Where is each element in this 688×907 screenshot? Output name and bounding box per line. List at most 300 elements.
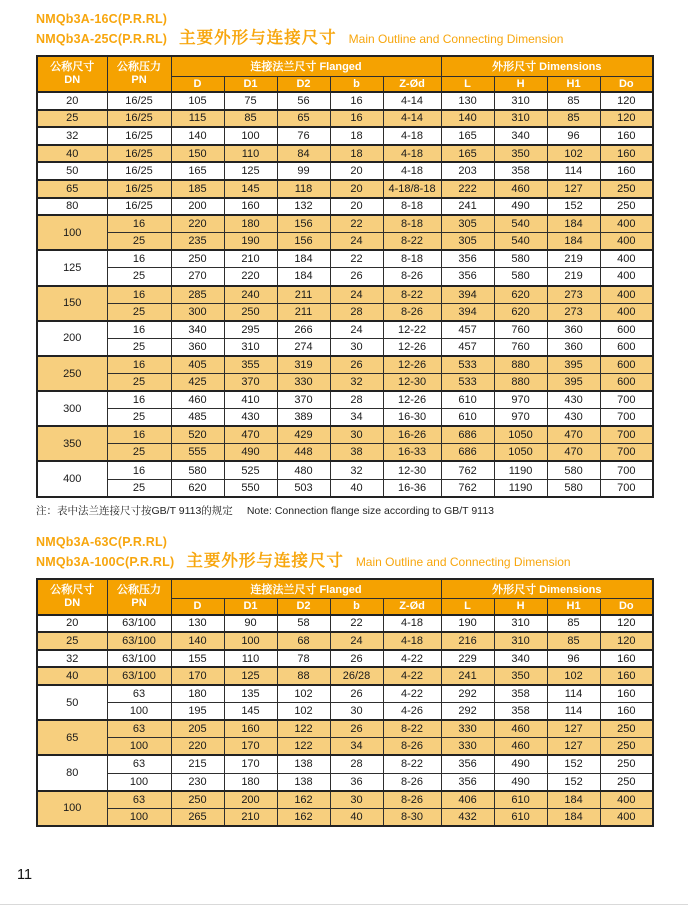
table-cell: 63/100 — [107, 632, 171, 650]
table-cell: 356 — [441, 250, 494, 268]
table-cell: 32 — [330, 374, 383, 392]
table-cell: 30 — [330, 791, 383, 809]
table-cell: 540 — [494, 233, 547, 251]
table-cell: 356 — [441, 773, 494, 791]
table-cell: 394 — [441, 286, 494, 304]
table-cell: 96 — [547, 127, 600, 145]
table-cell: 400 — [600, 808, 653, 826]
table-cell: 580 — [494, 250, 547, 268]
table-cell: 165 — [171, 162, 224, 180]
table-row-dn-350 — [37, 426, 653, 444]
table-cell: 120 — [600, 632, 653, 650]
header-dn — [37, 56, 107, 92]
table-cell: 114 — [547, 703, 600, 721]
table-cell: 114 — [547, 162, 600, 180]
table-cell: 122 — [277, 720, 330, 738]
table-cell: 190 — [441, 615, 494, 633]
table-cell: 220 — [171, 738, 224, 756]
table-cell: 25 — [107, 444, 171, 462]
table-cell: 8-30 — [383, 808, 441, 826]
table-cell: 184 — [547, 808, 600, 826]
model-name-line2: NMQb3A-25C(P.R.RL) — [36, 32, 168, 46]
table-cell: 30 — [330, 338, 383, 356]
table-cell: 160 — [600, 667, 653, 685]
table-cell: 760 — [494, 321, 547, 339]
table-cell: 230 — [171, 773, 224, 791]
table-cell: 533 — [441, 356, 494, 374]
table-cell: 156 — [277, 233, 330, 251]
table-header — [37, 579, 653, 615]
table-cell: 16 — [107, 391, 171, 409]
table-cell: 8-26 — [383, 791, 441, 809]
table-cell: 16/25 — [107, 110, 171, 128]
table-cell: 12-26 — [383, 391, 441, 409]
table-cell: 85 — [547, 615, 600, 633]
header-flanged-group: 连接法兰尺寸 Flanged — [171, 56, 441, 76]
table-cell: 4-18 — [383, 145, 441, 163]
table-cell: 1050 — [494, 444, 547, 462]
header-pn — [107, 579, 171, 615]
table-cell: 8-26 — [383, 303, 441, 321]
table-cell: 170 — [171, 667, 224, 685]
table-cell: 20 — [330, 198, 383, 216]
table-cell: 305 — [441, 215, 494, 233]
table-cell: 28 — [330, 303, 383, 321]
model-name-line2: NMQb3A-100C(P.R.RL) — [36, 554, 175, 569]
table-cell: 20 — [330, 162, 383, 180]
table-cell: 480 — [277, 461, 330, 479]
table-cell: 125 — [224, 162, 277, 180]
header-dn-en: DN — [64, 74, 81, 86]
table-cell: 580 — [171, 461, 224, 479]
table-row-dn-350 — [37, 444, 653, 462]
dn-cell: 65 — [37, 720, 107, 755]
dn-cell: 65 — [37, 180, 107, 198]
table-cell: 8-22 — [383, 233, 441, 251]
table-cell: 16 — [107, 426, 171, 444]
dn-cell: 100 — [37, 791, 107, 826]
dn-cell: 25 — [37, 632, 107, 650]
table-cell: 140 — [441, 110, 494, 128]
table-cell: 195 — [171, 703, 224, 721]
table-cell: 184 — [547, 215, 600, 233]
table-cell: 122 — [277, 738, 330, 756]
header-col-b: b — [330, 76, 383, 92]
table-cell: 211 — [277, 286, 330, 304]
table-cell: 274 — [277, 338, 330, 356]
table-cell: 12-30 — [383, 374, 441, 392]
section-title-row — [36, 550, 652, 573]
table-cell: 36 — [330, 773, 383, 791]
table-cell: 16-26 — [383, 426, 441, 444]
table-cell: 1190 — [494, 461, 547, 479]
dn-cell: 32 — [37, 127, 107, 145]
table-cell: 25 — [107, 479, 171, 497]
table-cell: 200 — [224, 791, 277, 809]
table-cell: 90 — [224, 615, 277, 633]
table-cell: 330 — [441, 738, 494, 756]
table-cell: 358 — [494, 685, 547, 703]
table-cell: 170 — [224, 738, 277, 756]
table-cell: 185 — [171, 180, 224, 198]
header-col-l: L — [441, 76, 494, 92]
table-cell: 222 — [441, 180, 494, 198]
table-row-dn-65 — [37, 720, 653, 738]
table-cell: 16 — [107, 321, 171, 339]
table-cell: 120 — [600, 615, 653, 633]
table-row-dn-250 — [37, 374, 653, 392]
table-cell: 485 — [171, 409, 224, 427]
table-cell: 88 — [277, 667, 330, 685]
table-cell: 356 — [441, 268, 494, 286]
table-cell: 127 — [547, 738, 600, 756]
table-cell: 16/25 — [107, 127, 171, 145]
table-row-dn-400 — [37, 461, 653, 479]
section-nmqb3a-16-25 — [36, 11, 652, 518]
table-cell: 160 — [600, 127, 653, 145]
table-cell: 330 — [277, 374, 330, 392]
table-cell: 285 — [171, 286, 224, 304]
table-row-dn-250 — [37, 356, 653, 374]
table-cell: 305 — [441, 233, 494, 251]
table-cell: 490 — [224, 444, 277, 462]
header-dn-cn: 公称尺寸 — [50, 583, 95, 596]
table-cell: 8-22 — [383, 286, 441, 304]
table-cell: 140 — [171, 632, 224, 650]
table-cell: 205 — [171, 720, 224, 738]
table-cell: 20 — [330, 180, 383, 198]
table-cell: 132 — [277, 198, 330, 216]
dimension-table-1 — [36, 55, 654, 498]
table-cell: 250 — [171, 250, 224, 268]
table-cell: 114 — [547, 685, 600, 703]
table-cell: 100 — [107, 773, 171, 791]
table-cell: 355 — [224, 356, 277, 374]
table-cell: 85 — [224, 110, 277, 128]
table-cell: 8-26 — [383, 738, 441, 756]
table-cell: 410 — [224, 391, 277, 409]
header-col-d: D — [171, 76, 224, 92]
page-bottom-divider — [0, 904, 688, 905]
header-col-d1: D1 — [224, 76, 277, 92]
table-cell: 56 — [277, 92, 330, 110]
table-cell: 457 — [441, 321, 494, 339]
table-cell: 394 — [441, 303, 494, 321]
table-cell: 180 — [224, 215, 277, 233]
table-cell: 400 — [600, 268, 653, 286]
header-col-zod: Z-Ød — [383, 599, 441, 615]
table-cell: 38 — [330, 444, 383, 462]
dn-cell: 125 — [37, 250, 107, 285]
table-cell: 160 — [600, 145, 653, 163]
table-cell: 600 — [600, 356, 653, 374]
table-cell: 16 — [107, 215, 171, 233]
table-cell: 8-26 — [383, 268, 441, 286]
table-cell: 118 — [277, 180, 330, 198]
table-cell: 580 — [547, 479, 600, 497]
table-cell: 395 — [547, 374, 600, 392]
table-cell: 165 — [441, 127, 494, 145]
table-cell: 184 — [277, 268, 330, 286]
table-cell: 555 — [171, 444, 224, 462]
table-cell: 155 — [171, 650, 224, 668]
table-cell: 610 — [441, 409, 494, 427]
table-cell: 600 — [600, 374, 653, 392]
header-col-d2: D2 — [277, 599, 330, 615]
table-cell: 156 — [277, 215, 330, 233]
table-cell: 389 — [277, 409, 330, 427]
table-cell: 700 — [600, 444, 653, 462]
table-cell: 170 — [224, 755, 277, 773]
table-cell: 26/28 — [330, 667, 383, 685]
table-cell: 210 — [224, 808, 277, 826]
table-cell: 250 — [600, 738, 653, 756]
table-row-dn-125 — [37, 250, 653, 268]
table-cell: 16/25 — [107, 92, 171, 110]
header-col-zod: Z-Ød — [383, 76, 441, 92]
table-cell: 358 — [494, 162, 547, 180]
table-cell: 310 — [494, 110, 547, 128]
table-cell: 4-18 — [383, 615, 441, 633]
table-cell: 18 — [330, 127, 383, 145]
table-cell: 235 — [171, 233, 224, 251]
table-cell: 520 — [171, 426, 224, 444]
table-cell: 700 — [600, 426, 653, 444]
table-cell: 340 — [494, 127, 547, 145]
header-dimensions-group: 外形尺寸 Dimensions — [441, 579, 653, 599]
dn-cell: 40 — [37, 667, 107, 685]
table-cell: 125 — [224, 667, 277, 685]
model-name-line1: NMQb3A-16C(P.R.RL) — [36, 12, 168, 26]
table-cell: 160 — [224, 720, 277, 738]
table-cell: 138 — [277, 755, 330, 773]
table-cell: 24 — [330, 233, 383, 251]
table-cell: 26 — [330, 268, 383, 286]
header-col-d2: D2 — [277, 76, 330, 92]
table-cell: 130 — [171, 615, 224, 633]
dn-cell: 150 — [37, 286, 107, 321]
table-cell: 210 — [224, 250, 277, 268]
table-cell: 110 — [224, 145, 277, 163]
table-cell: 58 — [277, 615, 330, 633]
table-cell: 16 — [107, 286, 171, 304]
table-cell: 400 — [600, 286, 653, 304]
table-row-dn-150 — [37, 303, 653, 321]
table-cell: 162 — [277, 808, 330, 826]
header-col-h1: H1 — [547, 599, 600, 615]
table-cell: 4-18 — [383, 127, 441, 145]
header-col-h: H — [494, 599, 547, 615]
header-dn-cn: 公称尺寸 — [50, 61, 95, 73]
table-cell: 400 — [600, 233, 653, 251]
table-cell: 16/25 — [107, 162, 171, 180]
table-note — [36, 504, 652, 518]
table-cell: 220 — [224, 268, 277, 286]
table-cell: 216 — [441, 632, 494, 650]
table-cell: 356 — [441, 755, 494, 773]
table-cell: 100 — [224, 632, 277, 650]
table-cell: 490 — [494, 773, 547, 791]
table-cell: 525 — [224, 461, 277, 479]
dn-cell: 100 — [37, 215, 107, 250]
table-row-dn-80 — [37, 198, 653, 216]
table-cell: 700 — [600, 391, 653, 409]
table-cell: 880 — [494, 356, 547, 374]
table-cell: 550 — [224, 479, 277, 497]
table-cell: 4-14 — [383, 92, 441, 110]
table-body-1 — [37, 92, 653, 497]
table-cell: 273 — [547, 286, 600, 304]
table-cell: 266 — [277, 321, 330, 339]
header-pn-cn: 公称压力 — [117, 583, 161, 596]
header-col-h: H — [494, 76, 547, 92]
table-cell: 250 — [600, 755, 653, 773]
table-cell: 219 — [547, 268, 600, 286]
table-cell: 150 — [171, 145, 224, 163]
table-cell: 370 — [224, 374, 277, 392]
table-cell: 25 — [107, 233, 171, 251]
table-cell: 360 — [171, 338, 224, 356]
table-cell: 292 — [441, 703, 494, 721]
table-cell: 448 — [277, 444, 330, 462]
table-cell: 580 — [547, 461, 600, 479]
table-row-dn-80 — [37, 755, 653, 773]
table-cell: 610 — [494, 808, 547, 826]
table-cell: 292 — [441, 685, 494, 703]
table-cell: 610 — [494, 791, 547, 809]
table-cell: 105 — [171, 92, 224, 110]
table-cell: 127 — [547, 180, 600, 198]
table-cell: 460 — [494, 180, 547, 198]
header-col-d: D — [171, 599, 224, 615]
table-cell: 310 — [494, 92, 547, 110]
table-cell: 24 — [330, 286, 383, 304]
table-cell: 762 — [441, 461, 494, 479]
table-body-2 — [37, 615, 653, 826]
table-cell: 127 — [547, 720, 600, 738]
table-cell: 4-14 — [383, 110, 441, 128]
table-cell: 22 — [330, 615, 383, 633]
table-cell: 620 — [494, 286, 547, 304]
table-cell: 85 — [547, 92, 600, 110]
table-cell: 310 — [494, 615, 547, 633]
header-dn-en: DN — [64, 596, 81, 609]
table-cell: 99 — [277, 162, 330, 180]
table-row-dn-100 — [37, 233, 653, 251]
table-cell: 310 — [224, 338, 277, 356]
table-cell: 405 — [171, 356, 224, 374]
table-cell: 340 — [171, 321, 224, 339]
section-nmqb3a-63-100 — [36, 534, 652, 827]
header-pn-cn: 公称压力 — [117, 61, 161, 73]
table-cell: 229 — [441, 650, 494, 668]
table-cell: 110 — [224, 650, 277, 668]
header-col-l: L — [441, 599, 494, 615]
table-cell: 26 — [330, 685, 383, 703]
table-cell: 211 — [277, 303, 330, 321]
table-cell: 250 — [171, 791, 224, 809]
table-cell: 30 — [330, 703, 383, 721]
table-cell: 184 — [277, 250, 330, 268]
table-cell: 102 — [277, 703, 330, 721]
table-cell: 4-22 — [383, 667, 441, 685]
table-cell: 8-18 — [383, 215, 441, 233]
table-row-dn-40 — [37, 145, 653, 163]
table-cell: 8-26 — [383, 773, 441, 791]
table-cell: 26 — [330, 720, 383, 738]
table-cell: 12-22 — [383, 321, 441, 339]
table-cell: 700 — [600, 479, 653, 497]
table-cell: 16/25 — [107, 145, 171, 163]
model-name-line1: NMQb3A-63C(P.R.RL) — [36, 534, 168, 549]
table-cell: 4-18 — [383, 632, 441, 650]
table-row-dn-20 — [37, 615, 653, 633]
section-title-en: Main Outline and Connecting Dimension — [348, 32, 564, 46]
table-row-dn-50 — [37, 685, 653, 703]
dn-cell: 50 — [37, 162, 107, 180]
table-cell: 460 — [494, 720, 547, 738]
table-cell: 63 — [107, 720, 171, 738]
dn-cell: 25 — [37, 110, 107, 128]
table-cell: 25 — [107, 268, 171, 286]
table-cell: 580 — [494, 268, 547, 286]
table-row-dn-50 — [37, 162, 653, 180]
table-cell: 145 — [224, 180, 277, 198]
header-col-h1: H1 — [547, 76, 600, 92]
table-cell: 360 — [547, 321, 600, 339]
table-cell: 970 — [494, 391, 547, 409]
dn-cell: 250 — [37, 356, 107, 391]
section-title-row — [36, 27, 652, 50]
table-cell: 4-18 — [383, 162, 441, 180]
table-cell: 250 — [600, 198, 653, 216]
table-cell: 100 — [107, 808, 171, 826]
table-cell: 319 — [277, 356, 330, 374]
table-cell: 970 — [494, 409, 547, 427]
table-cell: 190 — [224, 233, 277, 251]
table-cell: 340 — [494, 650, 547, 668]
table-cell: 273 — [547, 303, 600, 321]
table-cell: 24 — [330, 632, 383, 650]
table-row-dn-65 — [37, 738, 653, 756]
dn-cell: 50 — [37, 685, 107, 720]
table-cell: 165 — [441, 145, 494, 163]
table-cell: 115 — [171, 110, 224, 128]
header-pn-en: PN — [131, 74, 147, 86]
table-cell: 360 — [547, 338, 600, 356]
table-cell: 76 — [277, 127, 330, 145]
table-cell: 26 — [330, 650, 383, 668]
table-cell: 152 — [547, 198, 600, 216]
table-cell: 400 — [600, 250, 653, 268]
table-cell: 16/25 — [107, 198, 171, 216]
table-row-dn-100 — [37, 215, 653, 233]
table-cell: 102 — [547, 667, 600, 685]
table-cell: 330 — [441, 720, 494, 738]
table-cell: 503 — [277, 479, 330, 497]
table-cell: 152 — [547, 755, 600, 773]
table-row-dn-150 — [37, 286, 653, 304]
dn-cell: 20 — [37, 92, 107, 110]
table-cell: 162 — [277, 791, 330, 809]
table-cell: 102 — [547, 145, 600, 163]
table-cell: 68 — [277, 632, 330, 650]
dn-cell: 80 — [37, 198, 107, 216]
table-cell: 4-22 — [383, 685, 441, 703]
table-cell: 130 — [441, 92, 494, 110]
table-cell: 34 — [330, 738, 383, 756]
section-title-cn: 主要外形与连接尺寸 — [186, 551, 344, 570]
